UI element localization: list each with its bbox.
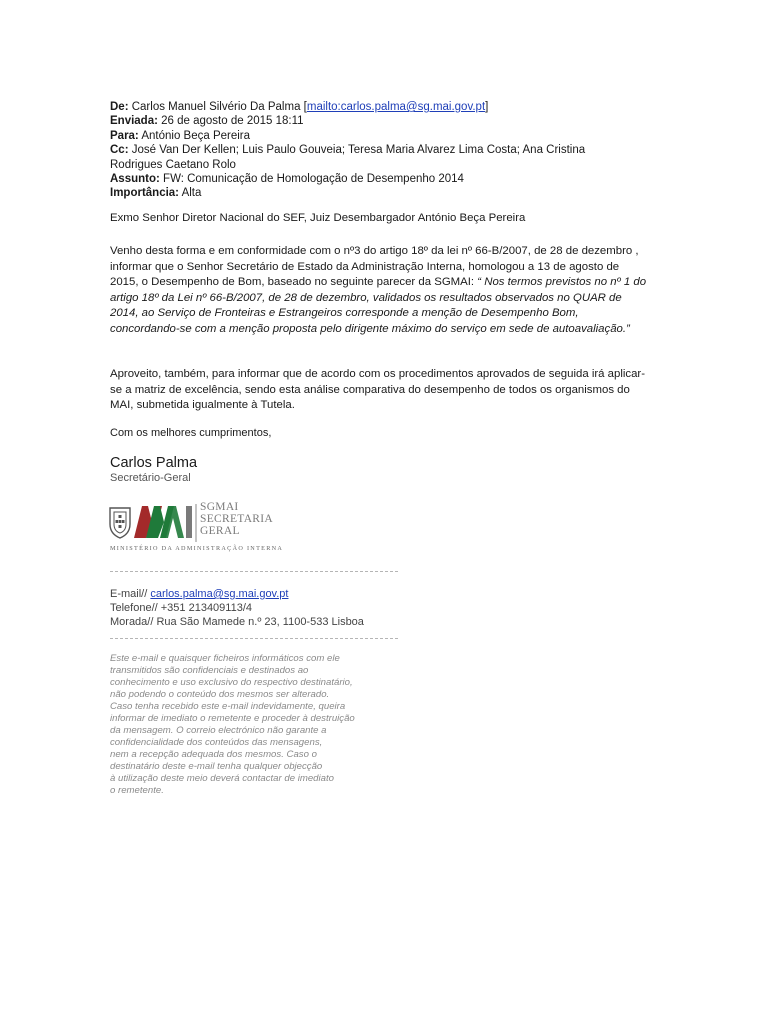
cc-value: José Van Der Kellen; Luis Paulo Gouveia; Teresa Maria Alvarez Lima Costa; Ana Cristina Rodrigues Caetano Rolo [110,144,586,171]
paragraph-excellence: Aproveito, também, para informar que de acordo com os procedimentos aprovados de seguida irá aplicar-se a matriz de excelência, sendo esta análise comparativa do desempenho de todos os organismos do MAI, submetida igualmente à Tutela. [110,368,646,412]
subject-row [110,172,630,186]
disclaimer-line: conhecimento e uso exclusivo do respectivo destinatário, [110,677,353,688]
from-email-link[interactable]: mailto:carlos.palma@sg.mai.gov.pt [306,101,486,113]
to-label: Para: [110,129,139,142]
importance-label: Importância: [110,187,180,200]
logo-text [200,501,273,537]
mai-letters-icon [134,506,192,538]
salutation: Exmo Senhor Diretor Nacional do SEF, Juiz Desembargador António Beça Pereira [110,212,526,224]
phone-row: Telefone// +351 213409113/4 [110,601,253,614]
logo-line-2: SECRETARIA [200,513,273,525]
cc-row [110,143,630,172]
sent-label: Enviada: [110,115,158,128]
from-row [110,100,630,114]
address-row: Morada// Rua São Mamede n.º 23, 1100-533 Lisboa [110,615,364,628]
to-value: António Beça Pereira [141,129,251,142]
sent-row [110,114,630,128]
from-value: Carlos Manuel Silvério Da Palma [ [131,101,307,113]
paragraph-homologation [110,244,650,338]
paragraph-intro: Venho desta forma e em conformidade com o nº3 do artigo 18º da lei nº 66-B/2007, de 28 de dezembro , informar que o Senhor Secretário de Estado da Administração Interna, homologou a 13 de agosto de 2015, o Desempenho de Bom, baseado no seguinte parecer da SGMAI: [110,245,639,289]
disclaimer-line: Este e-mail e quaisquer ficheiros informáticos com ele [110,653,340,664]
sent-value: 26 de agosto de 2015 18:11 [161,115,304,128]
logo-line-1: SGMAI [200,501,239,513]
divider [110,638,398,639]
ministry-label: MINISTÉRIO DA ADMINISTRAÇÃO INTERNA [110,545,284,552]
subject-value: FW: Comunicação de Homologação de Desempenho 2014 [163,173,464,186]
contact-block [110,588,364,629]
coat-of-arms-icon [110,508,130,538]
disclaimer-line: não podendo o conteúdo dos mesmos ser alterado. [110,689,330,700]
signature-title: Secretário-Geral [110,472,191,484]
disclaimer-line: à utilização deste meio deverá contactar de imediato [110,773,334,784]
disclaimer-line: o remetente. [110,785,164,796]
disclaimer-line: informar de imediato o remetente e proceder à destruição [110,713,355,724]
disclaimer [110,653,410,797]
disclaimer-line: Caso tenha recebido este e-mail indevidamente, queira [110,701,346,712]
disclaimer-line: destinatário deste e-mail tenha qualquer objecção [110,761,323,772]
disclaimer-line: transmitidos são confidenciais e destinados ao [110,665,309,676]
to-row [110,129,630,143]
from-label: De: [110,101,129,113]
subject-label: Assunto: [110,173,160,186]
closing: Com os melhores cumprimentos, [110,427,272,439]
divider [110,571,398,572]
email-link[interactable]: carlos.palma@sg.mai.gov.pt [150,588,289,600]
email-header [110,100,630,201]
disclaimer-line: da mensagem. O correio electrónico não garante a [110,725,327,736]
importance-value: Alta [181,187,202,200]
email-label: E-mail// [110,588,148,600]
from-close: ] [485,101,489,113]
cc-label: Cc: [110,144,129,157]
email-row [110,588,364,602]
logo-line-3: GERAL [200,525,240,537]
paragraph-quote: “ Nos termos previstos no nº 1 do artigo 18º da Lei nº 66-B/2007, de 28 de dezembro, validados os resultados observados no QUAR de 2014, ao Serviço de Fronteiras e Estrangeiros corresponde a menção de Desempenho Bom, concordando-se com a menção proposta pelo dirigente máximo do serviço em sede de autoavaliação.” [110,276,647,335]
importance-row [110,186,630,200]
disclaimer-line: nem a recepção adequada dos mesmos. Caso o [110,749,317,760]
signature-name: Carlos Palma [110,455,198,471]
disclaimer-line: confidencialidade dos conteúdos das mensagens, [110,737,323,748]
